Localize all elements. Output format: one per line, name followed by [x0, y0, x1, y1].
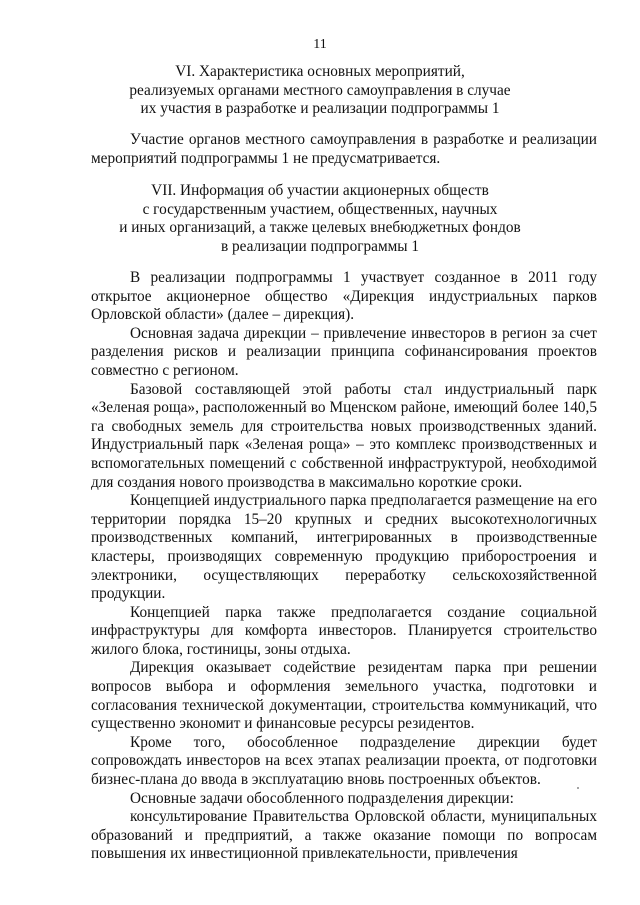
- paragraph: В реализации подпрограммы 1 участвует созданное в 2011 году открытое акционерное общество «Дирекция индустриальных парков Орловской области» (далее – дирекция).: [91, 269, 597, 324]
- section-6-title-line: VI. Характеристика основных мероприятий,: [175, 63, 465, 80]
- section-7-title-line: и иных организаций, а также целевых внебюджетных фондов: [119, 219, 521, 236]
- paragraph: Базовой составляющей этой работы стал индустриальный парк «Зеленая роща», расположенный во Мценском районе, имеющий более 140,5 га свободных земель для строительства новых производственных зданий. Индустриальный парк «Зеленая роща» – это комплекс производственных и вспомогательных помещений с собственной инфраструктурой, необходимой для создания нового производства в максимально короткие сроки.: [91, 380, 597, 491]
- paragraph: Участие органов местного самоуправления в разработке и реализации мероприятий подпрограммы 1 не предусматривается.: [91, 131, 597, 167]
- paragraph: Основные задачи обособленного подразделения дирекции:: [130, 789, 514, 807]
- paragraph: консультирование Правительства Орловской области, муниципальных образований и предприятий, а также оказание помощи по вопросам повышения их инвестиционной привлекательности, привлечения: [91, 808, 597, 863]
- section-7-title-line: VII. Информация об участии акционерных обществ: [151, 182, 489, 199]
- paragraph: Кроме того, обособленное подразделение дирекции будет сопровождать инвесторов на всех этапах реализации проекта, от подготовки бизнес-плана до ввода в эксплуатацию вновь построенных объектов.: [91, 733, 597, 789]
- section-7-body: [91, 269, 597, 864]
- section-7-title-line: с государственным участием, общественных, научных: [142, 200, 498, 218]
- section-6-title-line: реализуемых органами местного самоуправления в случае: [129, 81, 511, 99]
- paragraph: Концепцией парка также предполагается создание социальной инфраструктуры для комфорта инвесторов. Планируется строительство жилого блока, гостиницы, зоны отдыха.: [91, 603, 597, 658]
- section-6-title: [0, 63, 640, 119]
- paragraph: Дирекция оказывает содействие резидентам парка при решении вопросов выбора и оформления земельного участка, подготовки и согласования технической документации, строительства коммуникаций, что существенно экономит и финансовые ресурсы резидентов.: [91, 659, 597, 733]
- paragraph: Концепцией индустриального парка предполагается размещение на его территории порядка 15–20 крупных и средних высокотехнологичных производственных компаний, интегрированных в производственные кластеры, производящих современную продукцию приборостроения и электроники, осуществляющих переработку сельскохозяйственной продукции.: [91, 492, 597, 603]
- paragraph: Основная задача дирекции – привлечение инвесторов в регион за счет разделения рисков и реализации принципа софинансирования проектов совместно с регионом.: [91, 324, 597, 379]
- section-6-title-line: их участия в разработке и реализации подпрограммы 1: [140, 100, 500, 117]
- section-6-body: [91, 131, 597, 168]
- scan-speck: [577, 787, 579, 789]
- section-7-title-line: в реализации подпрограммы 1: [220, 237, 420, 255]
- section-7-title: [0, 182, 640, 256]
- page-number: 11: [313, 37, 327, 52]
